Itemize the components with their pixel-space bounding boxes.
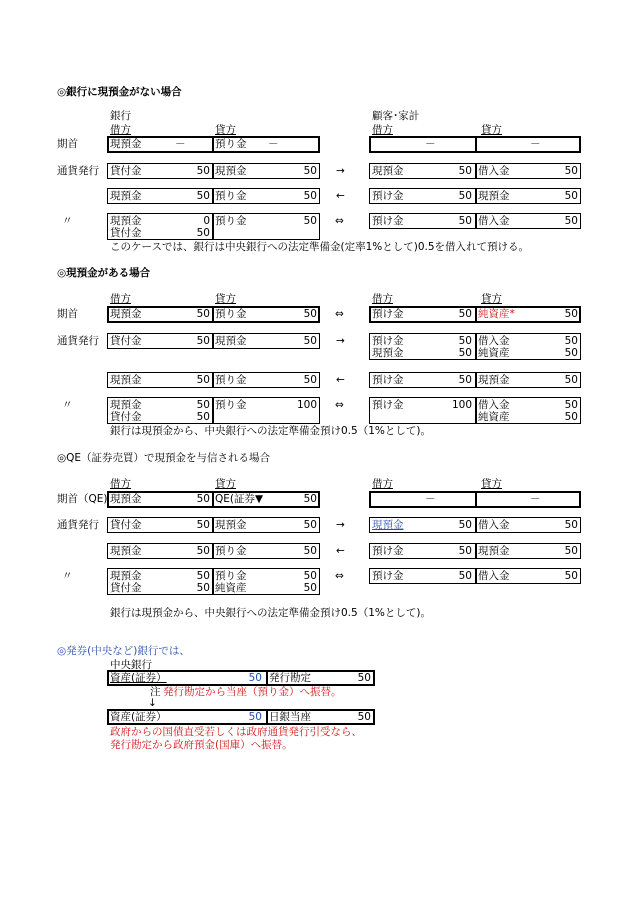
account-name: 純資産 [215, 582, 247, 594]
account-value: 50 [196, 493, 210, 505]
flow-arrow: → [336, 165, 345, 177]
divider [475, 568, 477, 584]
account-value: 50 [196, 545, 210, 557]
account-name: 借入金 [478, 335, 510, 347]
account-name: 貸付金 [110, 582, 142, 594]
account-value: 50 [303, 582, 317, 594]
customer-debit-header: 借方 [372, 124, 393, 136]
account-value: 50 [458, 335, 472, 347]
account-value: 50 [458, 374, 472, 386]
account-value: 50 [196, 227, 210, 239]
divider [475, 333, 477, 360]
account-value: 50 [357, 711, 371, 723]
customer-debit-header: 借方 [372, 478, 393, 490]
divider [212, 492, 214, 507]
account-value: 50 [458, 570, 472, 582]
divider [475, 492, 477, 507]
bank-credit-header: 貸方 [215, 478, 236, 490]
account-value: 50 [564, 399, 578, 411]
bank-label: 銀行 [110, 110, 131, 122]
account-value: 50 [303, 165, 317, 177]
row-label: 期首 [57, 138, 78, 150]
account-value: 50 [564, 335, 578, 347]
account-name: 貸付金 [110, 227, 142, 239]
account-value: 100 [451, 399, 472, 411]
account-name: 現預金 [110, 138, 142, 150]
account-name: 預け金 [372, 308, 404, 320]
government-note: 政府からの国債直受若しくは政府通貨発行引受なら、 [110, 726, 362, 738]
flow-arrow: ⇔ [335, 399, 344, 411]
account-value: － [425, 138, 436, 150]
bank-credit-header: 貸方 [215, 293, 236, 305]
account-name: 借入金 [478, 165, 510, 177]
divider [212, 568, 214, 595]
account-name: 預り金 [215, 138, 247, 150]
divider [212, 517, 214, 533]
account-value: 50 [303, 215, 317, 227]
flow-arrow: ← [336, 190, 345, 202]
account-value: 50 [196, 165, 210, 177]
divider [212, 397, 214, 424]
account-name: 現預金 [478, 545, 510, 557]
central-bank-label: 中央銀行 [110, 659, 152, 671]
transfer-note: 発行勘定から当座（預り金）へ振替。 [163, 686, 342, 698]
divider [475, 188, 477, 204]
divider [212, 213, 214, 240]
account-value: － [425, 493, 436, 505]
account-value: 50 [196, 374, 210, 386]
flow-arrow: ⇔ [335, 215, 344, 227]
flow-arrow: ⇔ [335, 570, 344, 582]
section1-title: ◎銀行に現預金がない場合 [57, 86, 182, 98]
account-value: 50 [196, 335, 210, 347]
section2-title: ◎現預金がある場合 [57, 267, 151, 279]
account-value: 100 [296, 399, 317, 411]
account-value: 50 [564, 545, 578, 557]
customer-credit-header: 貸方 [481, 293, 502, 305]
account-value: 50 [564, 374, 578, 386]
account-name: 借入金 [478, 215, 510, 227]
account-value: 50 [357, 672, 371, 684]
divider [475, 307, 477, 322]
account-value: 50 [564, 308, 578, 320]
account-value: 50 [303, 374, 317, 386]
divider [475, 517, 477, 533]
account-name: 現預金 [372, 519, 404, 531]
account-name: 現預金 [110, 190, 142, 202]
section1-note: このケースでは、銀行は中央銀行への法定準備金(定率1%として)0.5を借入れて預ける。 [110, 241, 530, 253]
divider [475, 213, 477, 229]
account-name: 純資産 [478, 347, 510, 359]
account-value: 50 [196, 519, 210, 531]
account-value: 50 [303, 545, 317, 557]
account-name: 預け金 [372, 335, 404, 347]
account-name: 預り金 [215, 399, 247, 411]
account-value: 50 [303, 308, 317, 320]
account-name: 現預金 [110, 399, 142, 411]
account-name: 現預金 [372, 347, 404, 359]
divider [475, 163, 477, 179]
account-name: QE(証券▼ [215, 493, 264, 505]
account-name: 資産(証券） [110, 711, 167, 723]
account-value: 50 [458, 165, 472, 177]
account-value: 50 [564, 411, 578, 423]
account-name: 現預金 [110, 308, 142, 320]
account-name: 預り金 [215, 215, 247, 227]
flow-arrow: → [336, 519, 345, 531]
account-name: 預け金 [372, 545, 404, 557]
divider [475, 372, 477, 388]
account-value: 50 [248, 672, 262, 684]
divider [212, 137, 214, 152]
account-name: 現預金 [215, 335, 247, 347]
account-name: 貸付金 [110, 335, 142, 347]
account-name: 日銀当座 [269, 711, 311, 723]
account-value: 0 [203, 215, 210, 227]
row-label: 通貨発行 [57, 519, 99, 531]
account-name: 預け金 [372, 215, 404, 227]
account-name: 貸付金 [110, 411, 142, 423]
divider [475, 137, 477, 152]
down-arrow-icon: ↓ [148, 697, 157, 709]
account-name: 預け金 [372, 190, 404, 202]
account-name: 純資産* [478, 308, 515, 320]
account-value: 50 [458, 545, 472, 557]
account-value: 50 [303, 570, 317, 582]
account-value: 50 [564, 165, 578, 177]
section2-note: 銀行は現預金から、中央銀行への法定準備金預け0.5（1%として)。 [110, 425, 431, 437]
account-value: － [530, 493, 541, 505]
account-name: 預り金 [215, 308, 247, 320]
account-value: 50 [303, 190, 317, 202]
row-label: 通貨発行 [57, 335, 99, 347]
account-name: 現預金 [372, 165, 404, 177]
account-value: － [530, 138, 541, 150]
account-value: 50 [458, 347, 472, 359]
account-value: 50 [564, 570, 578, 582]
account-value: 50 [196, 308, 210, 320]
account-name: 資産(証券） [110, 672, 167, 684]
row-label: 期首（QE) [57, 493, 108, 505]
account-value: 50 [248, 711, 262, 723]
divider [212, 333, 214, 349]
account-value: － [268, 138, 279, 150]
account-value: 50 [564, 519, 578, 531]
account-value: 50 [458, 308, 472, 320]
account-name: 預け金 [372, 399, 404, 411]
account-value: 50 [564, 190, 578, 202]
divider [212, 543, 214, 559]
account-value: 50 [196, 190, 210, 202]
account-value: 50 [303, 519, 317, 531]
note-prefix: 注 [150, 686, 161, 698]
flow-arrow: ← [336, 374, 345, 386]
bank-credit-header: 貸方 [215, 124, 236, 136]
divider [475, 397, 477, 424]
customer-label: 顧客･家計 [372, 110, 420, 122]
customer-credit-header: 貸方 [481, 478, 502, 490]
row-label: 通貨発行 [57, 165, 99, 177]
account-name: 預け金 [372, 570, 404, 582]
account-name: 現預金 [110, 374, 142, 386]
account-name: 預り金 [215, 374, 247, 386]
row-label: 期首 [57, 308, 78, 320]
account-value: 50 [564, 215, 578, 227]
flow-arrow: → [336, 335, 345, 347]
flow-arrow: ← [336, 545, 345, 557]
row-label: 〃 [62, 215, 73, 227]
divider [212, 307, 214, 322]
account-name: 預り金 [215, 545, 247, 557]
account-name: 現預金 [478, 374, 510, 386]
account-name: 預り金 [215, 570, 247, 582]
customer-credit-header: 貸方 [481, 124, 502, 136]
account-name: 現預金 [478, 190, 510, 202]
bank-debit-header: 借方 [110, 478, 131, 490]
account-value: 50 [458, 519, 472, 531]
account-name: 現預金 [110, 545, 142, 557]
row-label: 〃 [62, 399, 73, 411]
customer-debit-header: 借方 [372, 293, 393, 305]
account-name: 現預金 [215, 519, 247, 531]
government-note: 発行勘定から政府預金(国庫）へ振替。 [110, 739, 293, 751]
account-value: 50 [196, 582, 210, 594]
section3-title: ◎QE（証券売買）で現預金を与信される場合 [57, 452, 271, 464]
flow-arrow: ⇔ [335, 308, 344, 320]
account-value: － [175, 138, 186, 150]
account-value: 50 [458, 215, 472, 227]
section3-note: 銀行は現預金から、中央銀行への法定準備金預け0.5（1%として)。 [110, 607, 431, 619]
account-name: 借入金 [478, 570, 510, 582]
bank-debit-header: 借方 [110, 124, 131, 136]
account-value: 50 [196, 411, 210, 423]
account-name: 借入金 [478, 519, 510, 531]
account-name: 発行勘定 [269, 672, 311, 684]
account-name: 現預金 [110, 570, 142, 582]
divider [212, 188, 214, 204]
account-value: 50 [196, 399, 210, 411]
divider [212, 163, 214, 179]
section4-title: ◎発券(中央など)銀行では、 [57, 645, 190, 657]
row-label: 〃 [62, 570, 73, 582]
account-name: 預け金 [372, 374, 404, 386]
account-value: 50 [564, 347, 578, 359]
bank-debit-header: 借方 [110, 293, 131, 305]
account-name: 純資産 [478, 411, 510, 423]
divider [266, 710, 268, 724]
divider [266, 671, 268, 685]
account-value: 50 [303, 493, 317, 505]
account-value: 50 [303, 335, 317, 347]
divider [212, 372, 214, 388]
account-name: 借入金 [478, 399, 510, 411]
account-name: 現預金 [215, 165, 247, 177]
account-value: 50 [458, 190, 472, 202]
divider [475, 543, 477, 559]
account-name: 現預金 [110, 493, 142, 505]
account-value: 50 [196, 570, 210, 582]
account-name: 貸付金 [110, 165, 142, 177]
account-name: 預り金 [215, 190, 247, 202]
account-name: 現預金 [110, 215, 142, 227]
account-name: 貸付金 [110, 519, 142, 531]
